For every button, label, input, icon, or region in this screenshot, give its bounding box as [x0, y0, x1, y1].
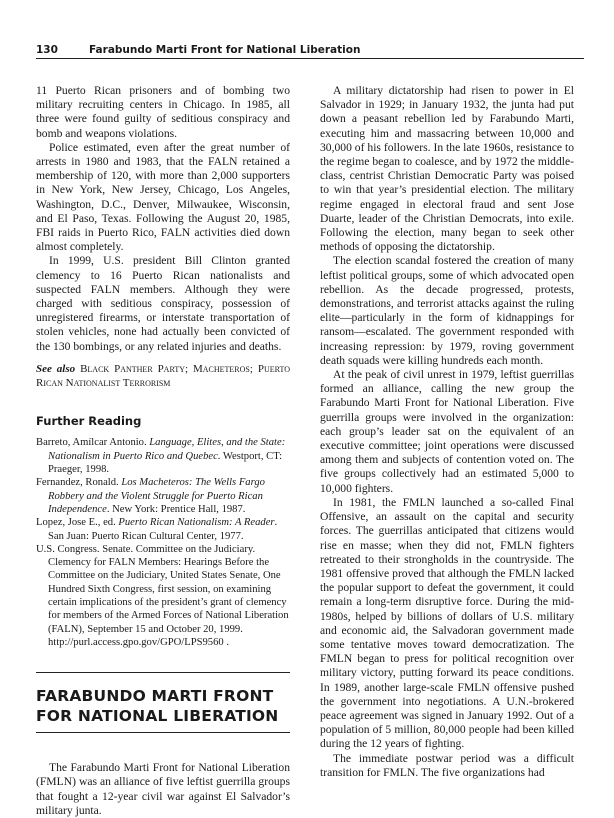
bib-title: Los Macheteros: The Wells Fargo Robbery and the Violent Struggle for Puerto Rican Independence — [48, 477, 265, 515]
body-paragraph: In 1999, U.S. president Bill Clinton granted clemency to 16 Puerto Rican nationalists and suspected FALN members. Although they were charged with seditious conspiracy, possession of unregistered firearms, or interstate transportation of stolen vehicles, none had actually been convicted of the 130 bombings, or any related injuries and deaths. — [36, 254, 290, 353]
entry-title-line-1: FARABUNDO MARTI FRONT — [36, 687, 274, 706]
page-header — [36, 42, 584, 62]
bibliography-entry — [36, 476, 290, 516]
entry-title-line-2: FOR NATIONAL LIBERATION — [36, 707, 279, 726]
bibliography-entry — [36, 543, 290, 649]
entry-top-rule — [36, 672, 290, 673]
entry-intro-paragraph: The Farabundo Marti Front for National Liberation (FMLN) was an alliance of five leftist guerrilla groups that fought a 12-year civil war against El Salvador’s military junta. — [36, 761, 290, 817]
bib-author: Lopez, Jose E., ed. — [36, 517, 119, 529]
bib-title: Puerto Rican Nationalism: A Reader — [118, 517, 275, 529]
entry-bottom-rule — [36, 732, 290, 733]
body-paragraph: 11 Puerto Rican prisoners and of bombing two military recruiting centers in Chicago. In 1985, all three were found guilty of seditious conspiracy and bomb and weapons violations. — [36, 84, 290, 140]
running-head: Farabundo Marti Front for National Liberation — [89, 44, 361, 56]
body-paragraph: Police estimated, even after the great number of arrests in 1980 and 1983, that the FALN retained a membership of 120, with more than 2,000 supporters in New York, New Jersey, Chicago, Los Angeles, Washington, D.C., Denver, Milwaukee, Wisconsin, and El Paso, Texas. Following the August 20, 1985, FBI raids in Puerto Rico, FALN activities died down almost completely. — [36, 140, 290, 254]
body-paragraph: In 1981, the FMLN launched a so-called Final Offensive, an assault on the capital and security forces. The guerrillas anticipated that citizens would rise en masse; when they did not, FMLN fighters retreated to their strongholds in the countryside. The 1981 offensive proved that although the FMLN lacked the popular support to defeat the government, it could remain a long-term disruptive force. During the mid-1980s, helped by billions of dollars of U.S. military and economic aid, the Salvadoran government made some tentative moves toward democratization. The FMLN began to press for political recognition over military victory, putting forward its peace conditions. In 1989, another large-scale FMLN offensive pushed the government into negotiations. A U.N.-brokered peace agreement was signed in January 1992. Out of a population of 5 million, 80,000 people had been killed during the 12 years of fighting. — [320, 495, 574, 751]
see-also — [36, 362, 290, 390]
bibliography-entry — [36, 436, 290, 476]
see-also-label: See also — [36, 362, 76, 375]
bib-author: Barreto, Amílcar Antonio. — [36, 437, 150, 449]
bib-title: Language, Elites, and the State: Nationalism in Puerto Rico and Quebec — [48, 437, 286, 462]
body-paragraph: At the peak of civil unrest in 1979, leftist guerrillas formed an alliance, calling the new group the Farabundo Marti Front for National Liberation. Five guerrilla groups were involved in the organization: each group’s leader sat on the equivalent of an executive committee; joint operations were discussed among them and subjects of contention voted on. The five groups collectively had an estimated 5,000 to 10,000 fighters. — [320, 368, 574, 495]
further-reading-heading: Further Reading — [36, 414, 142, 429]
bib-author: Fernandez, Ronald. — [36, 477, 122, 489]
header-rule — [36, 58, 584, 59]
bib-publisher: . New York: Prentice Hall, 1987. — [106, 503, 246, 515]
bibliography-entry — [36, 516, 290, 543]
left-column — [36, 84, 290, 818]
bib-publisher: . San Juan: Puerto Rican Cultural Center, 1977. — [48, 517, 278, 542]
bib-publisher: . Westport, CT: Praeger, 1998. — [48, 450, 283, 476]
body-paragraph: The immediate postwar period was a difficult transition for FMLN. The five organizations had — [320, 751, 574, 779]
body-paragraph: A military dictatorship had risen to power in El Salvador in 1929; in January 1932, the junta had put down a peasant rebellion led by Farabundo Marti, executing him and massacring between 10,000 and 30,000 of his followers. In the late 1960s, resistance to the regime began to coalesce, and by 1972 the middle-class, centrist Christian Democratic Party was poised to win that year’s presidential election. The military regime engaged in electoral fraud and sent Jose Duarte, leader of the Christian Democrats, into exile. Following the election, many began to seek other methods of opposing the dictatorship. — [320, 84, 574, 254]
entry-title — [36, 686, 290, 726]
see-also-refs: Black Panther Party; Macheteros; Puerto Rican Nationalist Terrorism — [36, 362, 290, 390]
bib-author: U.S. Congress. Senate. Committee on the Judiciary. Clemency for FALN Members: Hearings Before the Committee on the Judiciary, United States Senate, One Hundred Sixth Congress, first session, on examining certain implications of the president’s grant of clemency for members of the Armed Forces of National Liberation (FALN), September 15 and October 20, 1999. http://purl.access.gpo.gov/GPO/LPS9560 . — [36, 543, 289, 648]
right-column — [320, 84, 574, 780]
page-number: 130 — [36, 44, 58, 56]
body-paragraph: The election scandal fostered the creation of many leftist political groups, some of which advocated open rebellion. As the decade progressed, protests, demonstrations, and terrorist attacks against the ruling elite—particularly in the form of kidnappings for ransom—escalated. The government responded with increasing repression: by 1979, roving government death squads were killing hundreds each month. — [320, 254, 574, 367]
